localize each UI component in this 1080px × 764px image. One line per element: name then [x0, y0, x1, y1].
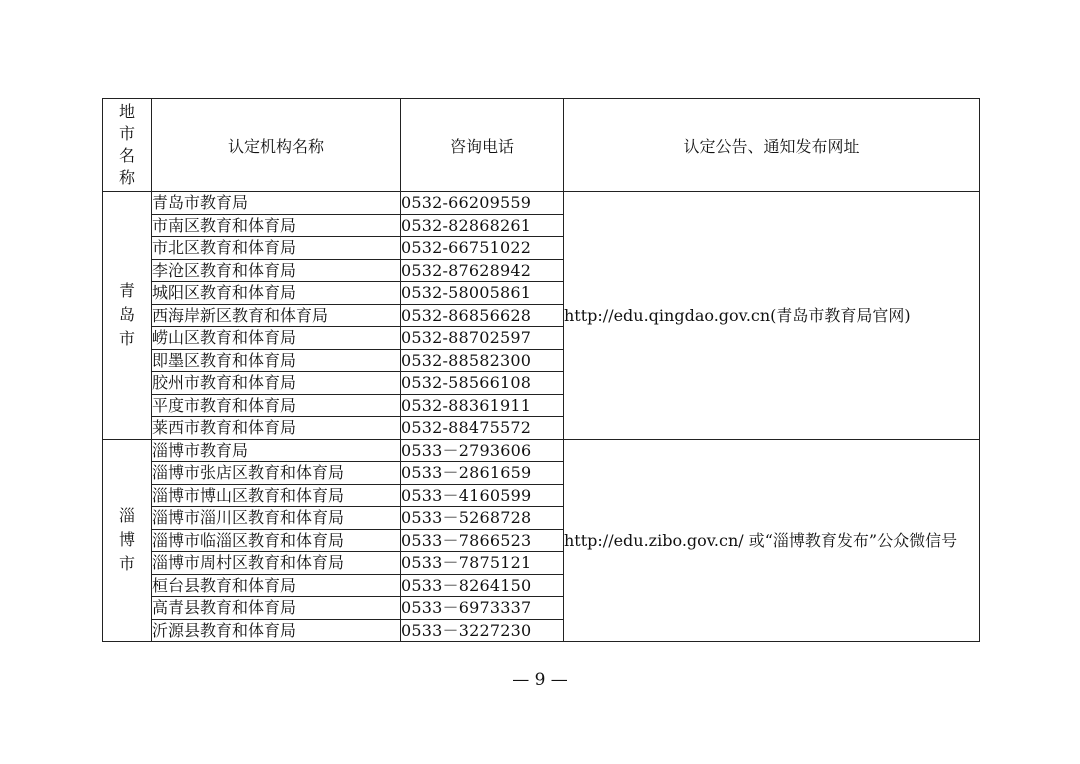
url-cell: http://edu.qingdao.gov.cn(青岛市教育局官网) — [564, 192, 980, 440]
org-name-cell: 即墨区教育和体育局 — [152, 349, 401, 372]
phone-cell: 0533－4160599 — [401, 484, 564, 507]
phone-cell: 0532-58005861 — [401, 282, 564, 305]
org-name-cell: 西海岸新区教育和体育局 — [152, 304, 401, 327]
table-row — [103, 439, 980, 462]
org-name-cell: 李沧区教育和体育局 — [152, 259, 401, 282]
phone-cell: 0532-66209559 — [401, 192, 564, 215]
table-header-row — [103, 99, 980, 192]
phone-cell: 0533－3227230 — [401, 619, 564, 642]
certification-table — [102, 98, 980, 642]
phone-cell: 0533－2861659 — [401, 462, 564, 485]
city-name-cell — [103, 439, 152, 642]
phone-cell: 0533－2793606 — [401, 439, 564, 462]
table-body — [103, 192, 980, 642]
org-name-cell: 平度市教育和体育局 — [152, 394, 401, 417]
org-name-cell: 市南区教育和体育局 — [152, 214, 401, 237]
org-name-cell: 高青县教育和体育局 — [152, 597, 401, 620]
phone-cell: 0532-66751022 — [401, 237, 564, 260]
org-name-cell: 淄博市张店区教育和体育局 — [152, 462, 401, 485]
header-phone: 咨询电话 — [401, 99, 564, 192]
phone-cell: 0533－5268728 — [401, 507, 564, 530]
org-name-cell: 淄博市教育局 — [152, 439, 401, 462]
phone-cell: 0533－7875121 — [401, 552, 564, 575]
org-name-cell: 青岛市教育局 — [152, 192, 401, 215]
phone-cell: 0533－8264150 — [401, 574, 564, 597]
header-url: 认定公告、通知发布网址 — [564, 99, 980, 192]
url-cell: http://edu.zibo.gov.cn/ 或“淄博教育发布”公众微信号 — [564, 439, 980, 642]
org-name-cell: 淄博市博山区教育和体育局 — [152, 484, 401, 507]
phone-cell: 0532-58566108 — [401, 372, 564, 395]
page-number: — 9 — — [512, 670, 568, 690]
org-name-cell: 胶州市教育和体育局 — [152, 372, 401, 395]
header-org: 认定机构名称 — [152, 99, 401, 192]
city-name-char: 市 — [118, 554, 135, 574]
phone-cell: 0532-88702597 — [401, 327, 564, 350]
city-name-cell — [103, 192, 152, 440]
org-name-cell: 城阳区教育和体育局 — [152, 282, 401, 305]
org-name-cell: 淄博市淄川区教育和体育局 — [152, 507, 401, 530]
city-name-char: 淄 — [118, 506, 135, 526]
phone-cell: 0532-88475572 — [401, 417, 564, 440]
phone-cell: 0532-88361911 — [401, 394, 564, 417]
phone-cell: 0532-88582300 — [401, 349, 564, 372]
header-city: 地 市 名 称 — [103, 99, 152, 192]
phone-cell: 0532-87628942 — [401, 259, 564, 282]
table-row — [103, 192, 980, 215]
city-name-char: 青 — [118, 281, 135, 301]
org-name-cell: 莱西市教育和体育局 — [152, 417, 401, 440]
org-name-cell: 桓台县教育和体育局 — [152, 574, 401, 597]
phone-cell: 0533－6973337 — [401, 597, 564, 620]
city-name-char: 岛 — [118, 305, 135, 325]
org-name-cell: 沂源县教育和体育局 — [152, 619, 401, 642]
org-name-cell: 市北区教育和体育局 — [152, 237, 401, 260]
phone-cell: 0533－7866523 — [401, 529, 564, 552]
org-name-cell: 淄博市周村区教育和体育局 — [152, 552, 401, 575]
phone-cell: 0532-86856628 — [401, 304, 564, 327]
org-name-cell: 崂山区教育和体育局 — [152, 327, 401, 350]
org-name-cell: 淄博市临淄区教育和体育局 — [152, 529, 401, 552]
city-name-char: 博 — [118, 530, 135, 550]
city-name-char: 市 — [118, 329, 135, 349]
phone-cell: 0532-82868261 — [401, 214, 564, 237]
